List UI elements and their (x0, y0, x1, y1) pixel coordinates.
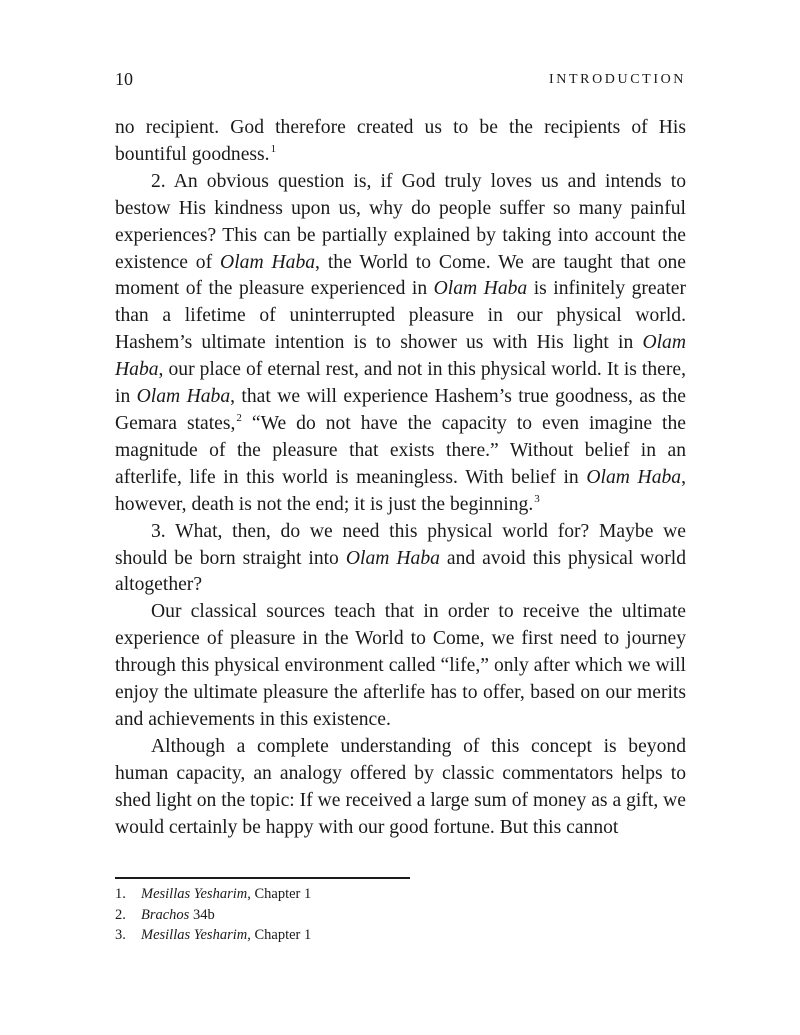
footnote-item (115, 884, 686, 905)
italic-term: Olam Haba (345, 547, 440, 569)
text-run: and avoid this physical world altogether? (115, 547, 686, 596)
footnote-number: 1. (115, 886, 126, 902)
paragraph (115, 599, 686, 734)
paragraph (115, 169, 686, 519)
text-run: , however, death is not the end; it is just the beginning. (115, 466, 686, 515)
footnote-reference: 1 (270, 142, 277, 155)
text-run: , our place of eternal rest, and not in this physical world. It is there, in (115, 359, 686, 408)
text-run: no recipient. God therefore created us to be the recipients of His bountiful goodness. (115, 117, 686, 165)
footnote-source-title: Mesillas Yesharim (141, 927, 248, 943)
book-page (115, 0, 686, 1035)
italic-term: Olam Haba (586, 466, 682, 488)
page-number: 10 (115, 69, 133, 89)
footnote-text (141, 905, 215, 926)
footnote-source-title: Mesillas Yesharim (141, 886, 248, 902)
text-run: 3. What, then, do we need this physical world for? Maybe we should be born straight into (115, 520, 686, 569)
footnote-text (141, 884, 311, 905)
footnote-source-detail: , Chapter 1 (247, 927, 312, 943)
body-text (115, 115, 686, 841)
footnote-reference: 2 (236, 411, 242, 424)
text-run: , the World to Come. We are taught that one moment of the pleasure experienced in (115, 251, 687, 300)
footnote-item (115, 925, 686, 946)
text-run: , that we will experience Hashem’s true goodness, as the Gemara states, (115, 386, 686, 434)
italic-term: Olam Haba (220, 251, 316, 273)
running-head (115, 68, 686, 90)
italic-term: Olam Haba (433, 278, 528, 300)
text-run: “We do not have the capacity to even imagine the magnitude of the pleasure that exists there.” Without belief in an afterlife, life in this world is meaningless. With belief in (115, 412, 686, 488)
footnote-source-detail: , Chapter 1 (247, 886, 312, 902)
footnote-reference: 3 (534, 492, 540, 505)
footnote-number: 2. (115, 906, 126, 923)
paragraph (115, 115, 686, 169)
section-title: INTRODUCTION (549, 72, 686, 87)
text-run: 2. An obvious question is, if God truly loves us and intends to bestow His kindness upon us, why do people suffer so many painful experiences? This can be partially explained by taking into account the existence of (115, 170, 686, 273)
footnote-number: 3. (115, 927, 126, 943)
footnote-item (115, 905, 686, 926)
footnotes-list (115, 884, 686, 946)
paragraph (115, 734, 686, 842)
text-run: is infinitely greater than a lifetime of uninterrupted pleasure in our physical world. Hashem’s ultimate intention is to shower us with His light in (115, 278, 686, 354)
italic-term: Olam Haba (115, 332, 686, 381)
text-run: Although a complete understanding of this concept is beyond human capacity, an analogy offered by classic commentators helps to shed light on the topic: If we received a large sum of money as a gift, we would certainly be happy with our good fortune. But this cannot (115, 735, 686, 838)
footnote-text (141, 925, 311, 946)
footnote-source-detail: 34b (189, 906, 215, 923)
footnote-source-title: Brachos (141, 906, 190, 923)
footnote-divider (115, 877, 410, 879)
paragraph (115, 519, 686, 600)
italic-term: Olam Haba (136, 386, 231, 408)
text-run: Our classical sources teach that in order to receive the ultimate experience of pleasure in the World to Come, we first need to journey through this physical environment called “life,” only after which we will enjoy the ultimate pleasure the afterlife has to offer, based on our merits and achievements in this existence. (115, 601, 686, 730)
